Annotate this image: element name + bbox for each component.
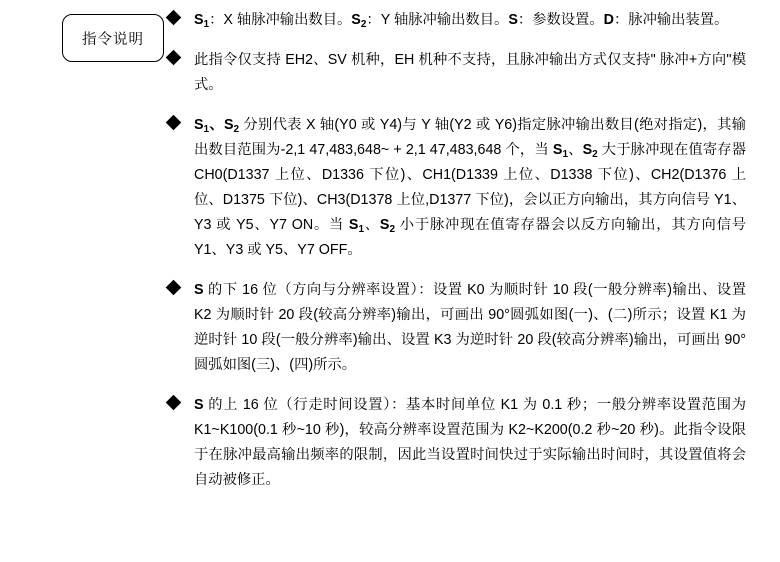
diamond-bullet-icon: [166, 395, 182, 411]
instruction-label-text: 指令说明: [82, 31, 144, 48]
diamond-bullet-icon: [166, 50, 182, 66]
bullet-list: [168, 8, 746, 508]
diamond-bullet-icon: [166, 280, 182, 296]
bullet-text: S 的下 16 位（方向与分辨率设置）：设置 K0 为顺时针 10 段(一般分辨率)输出、设置 K2 为顺时针 20 段(较高分辨率)输出，可画出 90°圆弧如图(一)、(二)所示；设置 K1 为逆时针 10 段(一般分辨率)输出、设置 K3 为逆时针 20 段(较高分辨率)输出，可画出 90°圆弧如图(三)、(四)所示。: [194, 282, 746, 374]
bullet-model-support: [168, 48, 746, 98]
diamond-bullet-icon: [166, 10, 182, 26]
bullet-text: $S_1$：X 轴脉冲输出数目。$S_2$：Y 轴脉冲输出数目。S：参数设置。D：脉冲输出装置。: [194, 12, 729, 30]
bullet-text: 此指令仅支持 EH2、SV 机种，EH 机种不支持，且脉冲输出方式仅支持" 脉冲+方向"模式。: [194, 52, 746, 94]
bullet-operands: [168, 8, 746, 33]
bullet-low-16bit: [168, 278, 746, 378]
diamond-bullet-icon: [166, 115, 182, 131]
instruction-label-box: [62, 14, 164, 62]
bullet-text: S 的上 16 位（行走时间设置）：基本时间单位 K1 为 0.1 秒；一般分辨率设置范围为 K1~K100(0.1 秒~10 秒)，较高分辨率设置范围为 K2~K200(0.2 秒~20 秒)。此指令设限于在脉冲最高输出频率的限制，因此当设置时间快过于实际输出时间时，其设置值将会自动被修正。: [194, 397, 746, 489]
bullet-text: $S_1$、$S_2$ 分别代表 X 轴(Y0 或 Y4)与 Y 轴(Y2 或 Y6)指定脉冲输出数目(绝对指定)，其输出数目范围为-2,1 47,483,648~ + 2,1 47,483,648 个，当 $S_1$、$S_2$ 大于脉冲现在值寄存器 CH0(D1337 上位、D1336 下位)、CH1(D1339 上位、D1338 下位)、CH2(D1376 上位、D1375 下位)、CH3(D1378 上位,D1377 下位)，会以正方向输出，其方向信号 Y1、Y3 或 Y5、Y7 ON。当 $S_1$、$S_2$ 小于脉冲现在值寄存器会以反方向输出，其方向信号 Y1、Y3 或 Y5、Y7 OFF。: [194, 117, 747, 259]
bullet-high-16bit: [168, 393, 746, 493]
bullet-axis-range: [168, 113, 746, 263]
